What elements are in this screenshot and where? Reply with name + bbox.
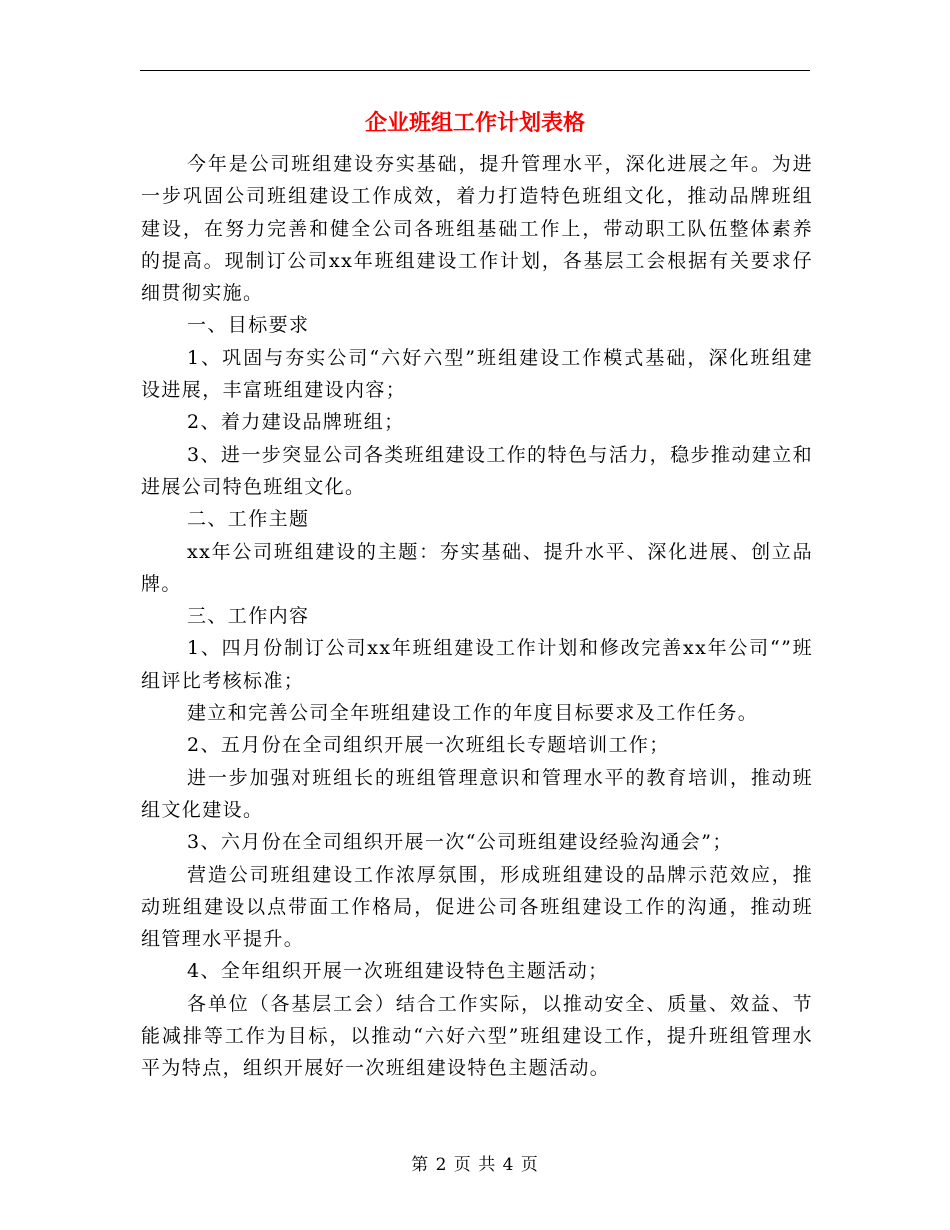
content-item-3: 3、六月份在全司组织开展一次“公司班组建设经验沟通会”； bbox=[187, 831, 733, 854]
goal-item-3: 3、进一步突显公司各类班组建设工作的特色与活力，稳步推动建立和进展公司特色班组文化。 bbox=[141, 443, 813, 498]
goal-item-1: 1、巩固与夯实公司“六好六型”班组建设工作模式基础，深化班组建设进展，丰富班组建设内容； bbox=[141, 346, 813, 402]
content-item-3-detail: 营造公司班组建设工作浓厚氛围，形成班组建设的品牌示范效应，推动班组建设以点带面工作格局，促进公司各班组建设工作的沟通，推动班组管理水平提升。 bbox=[141, 863, 813, 951]
theme-paragraph: xx年公司班组建设的主题：夯实基础、提升水平、深化进展、创立品牌。 bbox=[141, 540, 813, 595]
section-heading-content: 三、工作内容 bbox=[187, 605, 310, 628]
document-title: 企业班组工作计划表格 bbox=[364, 111, 585, 136]
section-heading-theme: 二、工作主题 bbox=[187, 508, 310, 531]
content-item-4-detail: 各单位（各基层工会）结合工作实际，以推动安全、质量、效益、节能减排等工作为目标，以推动“六好六型”班组建设工作，提升班组管理水平为特点，组织开展好一次班组建设特色主题活动。 bbox=[141, 992, 813, 1080]
content-item-2: 2、五月份在全司组织开展一次班组长专题培训工作； bbox=[187, 734, 670, 757]
section-heading-goals: 一、目标要求 bbox=[187, 314, 310, 337]
content-item-1: 1、四月份制订公司xx年班组建设工作计划和修改完善xx年公司“”班组评比考核标准； bbox=[141, 637, 813, 692]
page-number-label: 第 2 页 共 4 页 bbox=[411, 1155, 539, 1175]
content-item-2-detail: 进一步加强对班组长的班组管理意识和管理水平的教育培训，推动班组文化建设。 bbox=[141, 766, 813, 821]
intro-paragraph: 今年是公司班组建设夯实基础，提升管理水平，深化进展之年。为进一步巩固公司班组建设工作成效，着力打造特色班组文化，推动品牌班组建设，在努力完善和健全公司各班组基础工作上，带动职工队伍整体素养的提高。现制订公司xx年班组建设工作计划，各基层工会根据有关要求仔细贯彻实施。 bbox=[141, 153, 813, 305]
page-footer bbox=[0, 1153, 950, 1177]
content-item-4: 4、全年组织开展一次班组建设特色主题活动； bbox=[187, 960, 609, 983]
content-item-1-detail: 建立和完善公司全年班组建设工作的年度目标要求及工作任务。 bbox=[187, 702, 759, 725]
header-rule bbox=[140, 70, 810, 71]
goal-item-2: 2、着力建设品牌班组； bbox=[187, 411, 405, 434]
document-body bbox=[141, 148, 813, 1085]
